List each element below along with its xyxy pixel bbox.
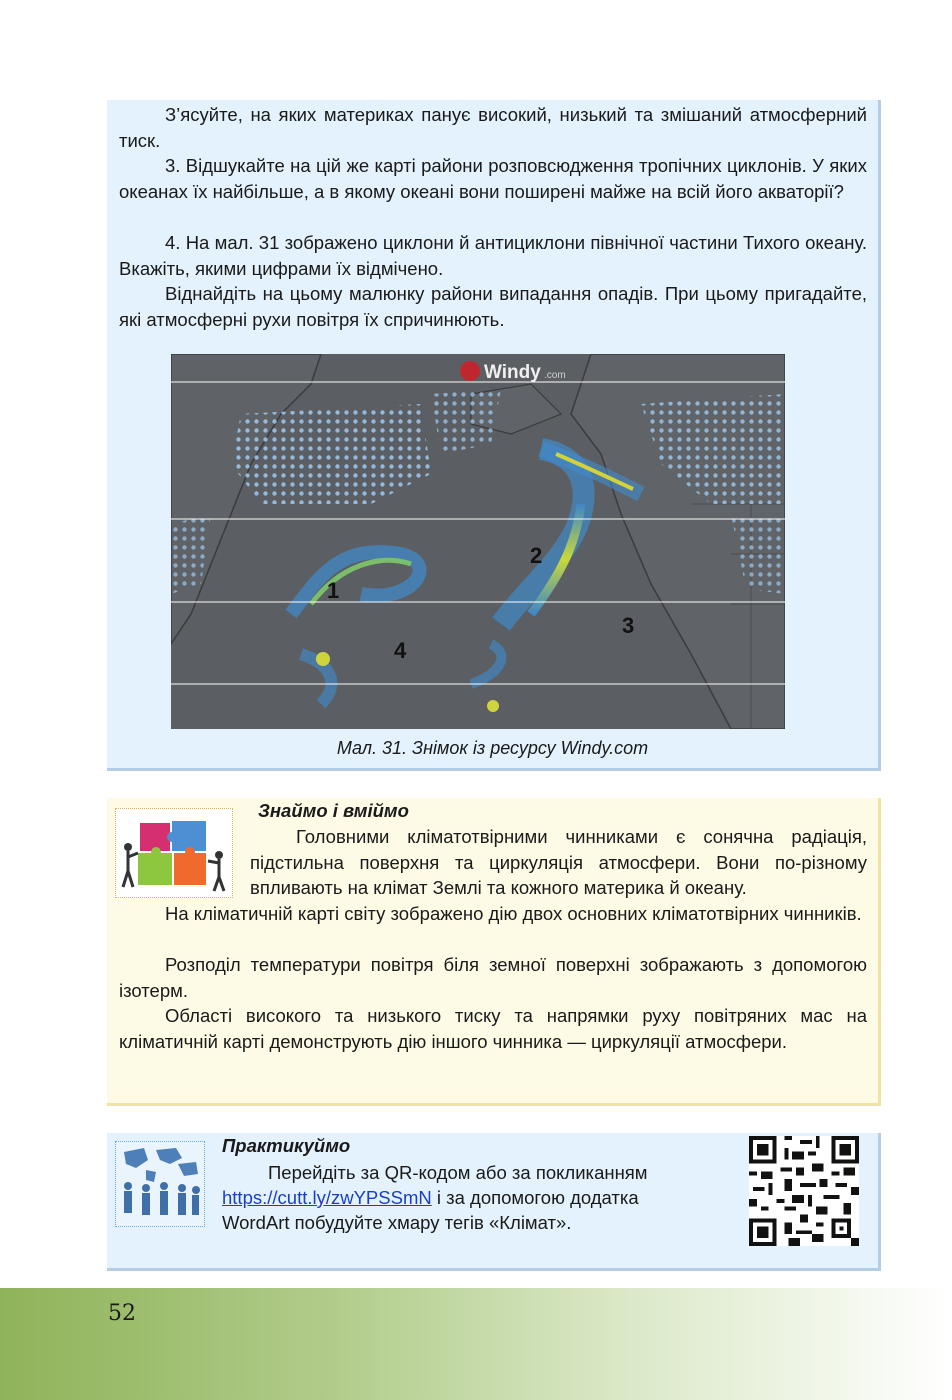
know-paragraph-3: Розподіл температури повітря біля земної поверхні зображають з допомогою ізотерм.	[119, 954, 867, 1001]
practice-line-2-rest: і за допомогою додатка	[431, 1187, 639, 1208]
question-paragraph-3: 3. Відшукайте на цій же карті райони розповсюдження тропічних циклонів. У яких океанах їх найбільше, а в якому океані вони поширені майже на всій його акваторії?	[119, 155, 867, 202]
windy-logo-suffix: .com	[544, 370, 566, 381]
map-label-4: 4	[394, 638, 407, 663]
practice-line-3: WordArt побудуйте хмару тегів «Клімат».	[222, 1212, 572, 1233]
qr-code[interactable]	[748, 1136, 860, 1246]
know-paragraph-1: Головними кліматотвірними чинниками є сонячна радіація, підстильна поверхня та циркуляція атмосфери. Вони по-різному впливають на клімат Землі та кожного материка й океану.	[250, 826, 867, 898]
map-label-1: 1	[327, 578, 340, 603]
page-number: 52	[108, 1301, 136, 1326]
figure-caption: Мал. 31. Знімок із ресурсу Windy.com	[336, 738, 649, 758]
windy-map-figure	[171, 354, 785, 729]
practice-box-title: Практикуймо	[222, 1135, 351, 1156]
windy-logo-text: Windy	[484, 362, 541, 383]
practice-line-1: Перейдіть за QR-кодом або за покликанням	[268, 1162, 648, 1183]
map-label-2: 2	[530, 543, 543, 568]
windy-map-image	[171, 354, 785, 729]
know-paragraph-4: Області високого та низького тиску та напрямки руху повітряних мас на кліматичній карті демонструють дію іншого чинника — циркуляції атмосфери.	[119, 1005, 867, 1052]
question-paragraph-4: 4. На мал. 31 зображено циклони й антициклони північної частини Тихого океану. Вкажіть, якими цифрами їх відмічено.	[119, 232, 867, 279]
page-footer-band	[0, 1288, 952, 1400]
puzzle-illustration	[115, 808, 233, 898]
practice-link[interactable]: https://cutt.ly/zwYPSSmN	[222, 1187, 432, 1208]
question-paragraph-5: Віднайдіть на цьому малюнку райони випадання опадів. При цьому пригадайте, які атмосферні рухи повітря їх спричинюють.	[119, 283, 867, 330]
practice-line-2	[222, 1185, 639, 1211]
know-box-title: Знаймо і вміймо	[258, 800, 409, 821]
world-people-illustration	[115, 1141, 205, 1227]
know-paragraph-2: На кліматичній карті світу зображено дію двох основних кліматотвірних чинників.	[165, 903, 862, 924]
map-label-3: 3	[622, 613, 635, 638]
question-paragraph-1: З’ясуйте, на яких материках панує високий, низький та змішаний атмосферний тиск.	[119, 104, 867, 151]
